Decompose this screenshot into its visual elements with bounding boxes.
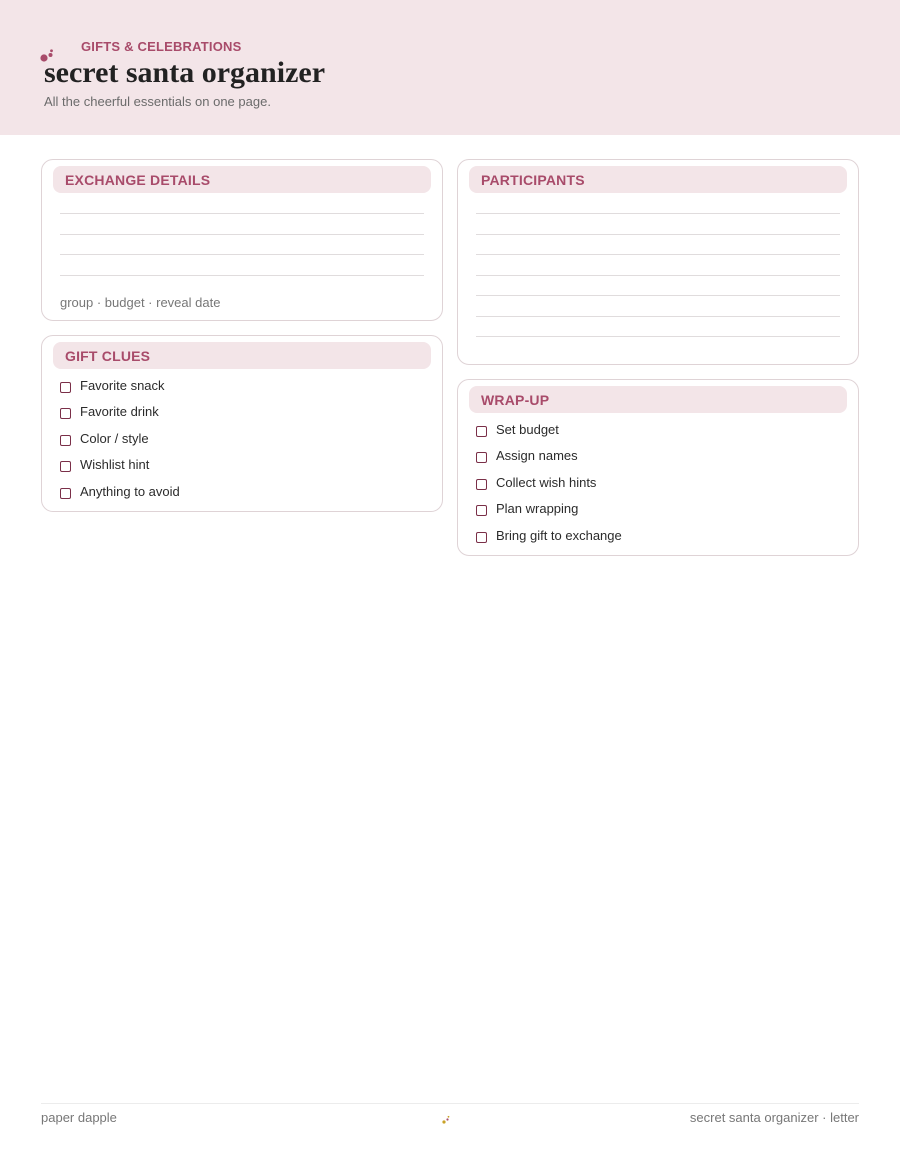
header-band <box>0 0 900 135</box>
footer-divider <box>41 1103 859 1104</box>
checklist-item-label: Assign names <box>496 448 578 463</box>
gift-clues-title: GIFT CLUES <box>65 348 151 364</box>
checklist-item-label: Wishlist hint <box>80 457 150 472</box>
writing-line[interactable] <box>476 254 840 255</box>
writing-line[interactable] <box>60 254 424 255</box>
participants-title: PARTICIPANTS <box>481 172 585 188</box>
checkbox[interactable] <box>476 479 487 490</box>
checklist-item-label: Set budget <box>496 422 559 437</box>
checkbox[interactable] <box>60 435 71 446</box>
writing-line[interactable] <box>476 316 840 317</box>
checkbox[interactable] <box>60 382 71 393</box>
category-eyebrow: GIFTS & CELEBRATIONS <box>81 39 242 54</box>
checklist-item-label: Collect wish hints <box>496 475 597 490</box>
exchange-details-title: EXCHANGE DETAILS <box>65 172 211 188</box>
checklist-item-label: Color / style <box>80 431 149 446</box>
writing-line[interactable] <box>60 213 424 214</box>
wrap-up-title: WRAP-UP <box>481 392 550 408</box>
gift-clues-header <box>53 342 431 369</box>
checklist-item-label: Favorite drink <box>80 404 159 419</box>
checkbox[interactable] <box>476 505 487 516</box>
writing-line[interactable] <box>60 234 424 235</box>
writing-line[interactable] <box>476 275 840 276</box>
checkbox[interactable] <box>60 461 71 472</box>
checkbox[interactable] <box>60 488 71 499</box>
checklist-item-label: Bring gift to exchange <box>496 528 622 543</box>
writing-line[interactable] <box>476 295 840 296</box>
checkbox[interactable] <box>476 452 487 463</box>
wrap-up-card <box>457 379 859 556</box>
writing-line[interactable] <box>476 336 840 337</box>
checklist-item-label: Anything to avoid <box>80 484 180 499</box>
wrap-up-header <box>469 386 847 413</box>
confetti-mark-icon <box>441 1115 451 1125</box>
checklist-item-label: Plan wrapping <box>496 501 579 516</box>
writing-line[interactable] <box>476 213 840 214</box>
page-title: secret santa organizer <box>44 56 326 89</box>
checkbox[interactable] <box>476 426 487 437</box>
participants-card <box>457 159 859 365</box>
participants-header <box>469 166 847 193</box>
checkbox[interactable] <box>476 532 487 543</box>
gift-clues-card <box>41 335 443 512</box>
writing-line[interactable] <box>476 234 840 235</box>
exchange-details-header <box>53 166 431 193</box>
exchange-details-card <box>41 159 443 321</box>
page-subtitle: All the cheerful essentials on one page. <box>44 94 271 109</box>
exchange-details-hint: group · budget · reveal date <box>60 295 221 310</box>
footer-brand: paper dapple <box>41 1110 117 1125</box>
footer-doc-label: secret santa organizer · letter <box>689 1110 859 1125</box>
checklist-item-label: Favorite snack <box>80 378 165 393</box>
checkbox[interactable] <box>60 408 71 419</box>
writing-line[interactable] <box>60 275 424 276</box>
